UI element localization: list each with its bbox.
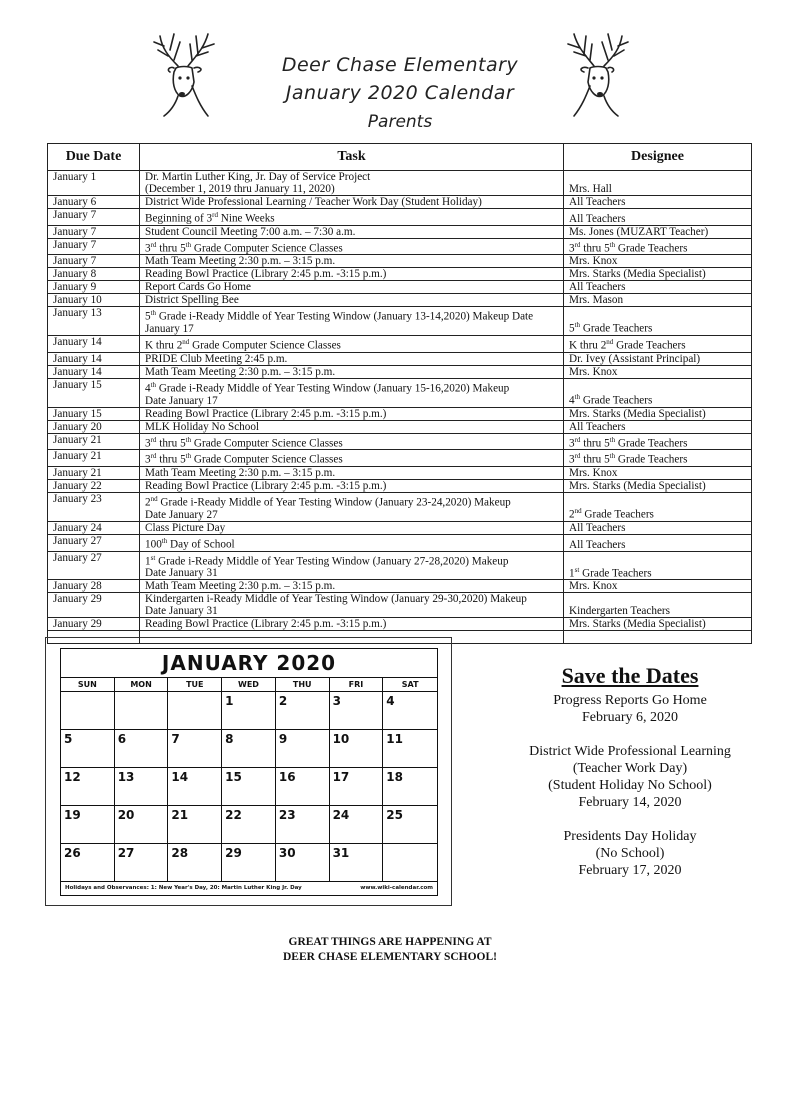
table-row xyxy=(48,378,752,407)
calendar-day: 16 xyxy=(276,767,330,805)
due-date-cell: January 29 xyxy=(48,593,140,618)
designee-cell: 3rd thru 5th Grade Teachers xyxy=(564,238,752,255)
weekday-header: FRI xyxy=(330,677,384,691)
task-cell xyxy=(140,196,564,209)
footer-line-2: DEER CHASE ELEMENTARY SCHOOL! xyxy=(283,951,497,963)
designee-cell: 3rd thru 5th Grade Teachers xyxy=(564,433,752,450)
table-row xyxy=(48,618,752,631)
month-calendar-title: JANUARY 2020 xyxy=(161,651,337,675)
task-text: District Spelling Bee xyxy=(145,294,239,307)
task-cell xyxy=(140,618,564,631)
designee-cell: Mrs. Starks (Media Specialist) xyxy=(564,618,752,631)
calendar-day: 15 xyxy=(222,767,276,805)
task-text: 3rd thru 5th Grade Computer Science Classes xyxy=(145,435,343,450)
calendar-day: 12 xyxy=(61,767,115,805)
save-date-line: Presidents Day Holiday xyxy=(563,829,697,844)
task-text-continued: Date January 31 xyxy=(145,567,218,580)
task-text: 4th Grade i-Ready Middle of Year Testing Window (January 15-16,2020) Makeup xyxy=(145,380,510,395)
task-cell xyxy=(140,365,564,378)
task-cell xyxy=(140,534,564,551)
table-row xyxy=(48,467,752,480)
task-text-continued: Date January 17 xyxy=(145,394,218,407)
calendar-day: 30 xyxy=(276,843,330,881)
due-date-cell: January 23 xyxy=(48,493,140,522)
task-cell xyxy=(140,420,564,433)
table-row xyxy=(48,255,752,268)
task-text: PRIDE Club Meeting 2:45 p.m. xyxy=(145,352,288,365)
table-row xyxy=(48,294,752,307)
due-date-cell: January 22 xyxy=(48,480,140,493)
table-row xyxy=(48,352,752,365)
designee-cell: All Teachers xyxy=(564,420,752,433)
task-text: Reading Bowl Practice (Library 2:45 p.m. -3:15 p.m.) xyxy=(145,480,387,493)
calendar-source: www.wiki-calendar.com xyxy=(360,885,433,891)
designee-cell: Kindergarten Teachers xyxy=(564,593,752,618)
task-cell xyxy=(140,433,564,450)
designee-cell: Mrs. Starks (Media Specialist) xyxy=(564,407,752,420)
tasks-table xyxy=(47,143,752,644)
task-cell xyxy=(140,336,564,353)
month-calendar-grid xyxy=(61,677,437,881)
table-row xyxy=(48,268,752,281)
task-cell xyxy=(140,255,564,268)
save-date-line: District Wide Professional Learning xyxy=(529,744,731,759)
calendar-day xyxy=(383,843,437,881)
task-text: 1st Grade i-Ready Middle of Year Testing Window (January 27-28,2020) Makeup xyxy=(145,553,509,568)
save-date-line: (Student Holiday No School) xyxy=(548,778,712,793)
due-date-cell: January 27 xyxy=(48,534,140,551)
save-the-dates xyxy=(500,664,760,896)
designee-cell: All Teachers xyxy=(564,196,752,209)
table-row xyxy=(48,196,752,209)
task-cell xyxy=(140,268,564,281)
calendar-day: 13 xyxy=(115,767,169,805)
task-cell xyxy=(140,551,564,580)
calendar-day: 8 xyxy=(222,729,276,767)
calendar-day: 14 xyxy=(168,767,222,805)
column-header-designee: Designee xyxy=(564,144,752,171)
designee-cell: 1st Grade Teachers xyxy=(564,551,752,580)
calendar-day xyxy=(61,691,115,729)
calendar-day: 27 xyxy=(115,843,169,881)
designee-cell: Mrs. Knox xyxy=(564,580,752,593)
designee-cell: Mrs. Knox xyxy=(564,467,752,480)
calendar-day: 26 xyxy=(61,843,115,881)
designee-cell: 2nd Grade Teachers xyxy=(564,493,752,522)
due-date-cell: January 14 xyxy=(48,365,140,378)
task-cell xyxy=(140,467,564,480)
due-date-cell: January 7 xyxy=(48,255,140,268)
month-calendar-box xyxy=(45,637,452,906)
designee-cell: Mrs. Mason xyxy=(564,294,752,307)
table-row xyxy=(48,209,752,226)
due-date-cell: January 8 xyxy=(48,268,140,281)
task-text: MLK Holiday No School xyxy=(145,420,260,433)
due-date-cell: January 13 xyxy=(48,307,140,336)
weekday-header: SAT xyxy=(383,677,437,691)
calendar-day xyxy=(115,691,169,729)
due-date-cell: January 21 xyxy=(48,433,140,450)
calendar-day: 2 xyxy=(276,691,330,729)
column-header-due-date: Due Date xyxy=(48,144,140,171)
due-date-cell: January 7 xyxy=(48,225,140,238)
table-row xyxy=(48,420,752,433)
designee-cell: Mrs. Hall xyxy=(564,171,752,196)
designee-cell: Mrs. Starks (Media Specialist) xyxy=(564,480,752,493)
due-date-cell: January 7 xyxy=(48,209,140,226)
task-text: Student Council Meeting 7:00 a.m. – 7:30 a.m. xyxy=(145,225,356,238)
weekday-header: MON xyxy=(115,677,169,691)
due-date-cell: January 27 xyxy=(48,551,140,580)
save-the-dates-list xyxy=(500,692,760,879)
calendar-title: January 2020 Calendar xyxy=(285,82,515,104)
due-date-cell: January 15 xyxy=(48,378,140,407)
table-row xyxy=(48,580,752,593)
task-cell xyxy=(140,352,564,365)
task-text: Kindergarten i-Ready Middle of Year Testing Window (January 29-30,2020) Makeup xyxy=(145,593,527,606)
designee-cell: All Teachers xyxy=(564,209,752,226)
table-row xyxy=(48,450,752,467)
table-row xyxy=(48,307,752,336)
due-date-cell: January 20 xyxy=(48,420,140,433)
task-text: 5th Grade i-Ready Middle of Year Testing Window (January 13-14,2020) Makeup Date xyxy=(145,309,534,324)
designee-cell: Dr. Ivey (Assistant Principal) xyxy=(564,352,752,365)
holidays-note: Holidays and Observances: 1: New Year's Day, 20: Martin Luther King Jr. Day xyxy=(65,885,302,891)
due-date-cell: January 14 xyxy=(48,352,140,365)
save-date-line: (No School) xyxy=(595,846,665,861)
due-date-cell: January 9 xyxy=(48,281,140,294)
calendar-day: 4 xyxy=(383,691,437,729)
calendar-day: 25 xyxy=(383,805,437,843)
weekday-header: SUN xyxy=(61,677,115,691)
task-text: Reading Bowl Practice (Library 2:45 p.m. -3:15 p.m.) xyxy=(145,618,387,631)
table-row xyxy=(48,225,752,238)
due-date-cell: January 10 xyxy=(48,294,140,307)
month-calendar xyxy=(60,648,438,896)
calendar-day: 9 xyxy=(276,729,330,767)
calendar-day: 22 xyxy=(222,805,276,843)
task-cell xyxy=(140,209,564,226)
footer-line-1: GREAT THINGS ARE HAPPENING AT xyxy=(288,936,492,948)
table-row xyxy=(48,281,752,294)
task-cell xyxy=(140,225,564,238)
calendar-day: 7 xyxy=(168,729,222,767)
task-text: 100th Day of School xyxy=(145,536,235,551)
table-row xyxy=(48,336,752,353)
task-text: Reading Bowl Practice (Library 2:45 p.m. -3:15 p.m.) xyxy=(145,407,387,420)
designee-cell: All Teachers xyxy=(564,521,752,534)
task-text: 3rd thru 5th Grade Computer Science Classes xyxy=(145,240,343,255)
designee-cell: K thru 2nd Grade Teachers xyxy=(564,336,752,353)
page-header xyxy=(0,54,800,132)
task-cell xyxy=(140,593,564,618)
task-text: Dr. Martin Luther King, Jr. Day of Service Project xyxy=(145,171,371,183)
table-row xyxy=(48,238,752,255)
table-row xyxy=(48,365,752,378)
task-text-continued: Date January 31 xyxy=(145,605,218,618)
save-date-line: February 17, 2020 xyxy=(578,863,682,878)
task-cell xyxy=(140,407,564,420)
task-text: Math Team Meeting 2:30 p.m. – 3:15 p.m. xyxy=(145,365,336,378)
task-text-continued: January 17 xyxy=(145,323,194,336)
save-date-line: February 6, 2020 xyxy=(581,710,679,725)
due-date-cell: January 7 xyxy=(48,238,140,255)
calendar-day: 21 xyxy=(168,805,222,843)
due-date-cell: January 24 xyxy=(48,521,140,534)
table-row xyxy=(48,521,752,534)
task-cell xyxy=(140,521,564,534)
task-text: Math Team Meeting 2:30 p.m. – 3:15 p.m. xyxy=(145,580,336,593)
month-calendar-footer xyxy=(61,881,437,895)
empty-cell xyxy=(564,631,752,644)
task-cell xyxy=(140,307,564,336)
task-text: Math Team Meeting 2:30 p.m. – 3:15 p.m. xyxy=(145,467,336,480)
tasks-table-body xyxy=(48,171,752,644)
designee-cell: Mrs. Knox xyxy=(564,365,752,378)
table-row xyxy=(48,171,752,196)
calendar-day: 10 xyxy=(330,729,384,767)
weekday-header: TUE xyxy=(168,677,222,691)
designee-cell: 3rd thru 5th Grade Teachers xyxy=(564,450,752,467)
task-cell xyxy=(140,238,564,255)
audience-label: Parents xyxy=(367,112,433,132)
designee-cell: All Teachers xyxy=(564,534,752,551)
task-text: Reading Bowl Practice (Library 2:45 p.m. -3:15 p.m.) xyxy=(145,268,387,281)
table-row xyxy=(48,551,752,580)
task-cell xyxy=(140,378,564,407)
task-text: K thru 2nd Grade Computer Science Classes xyxy=(145,338,341,352)
due-date-cell: January 15 xyxy=(48,407,140,420)
save-date-line: February 14, 2020 xyxy=(578,795,682,810)
designee-cell: 5th Grade Teachers xyxy=(564,307,752,336)
calendar-day: 18 xyxy=(383,767,437,805)
table-row xyxy=(48,493,752,522)
table-header-row xyxy=(48,144,752,171)
calendar-day: 29 xyxy=(222,843,276,881)
designee-cell: Mrs. Starks (Media Specialist) xyxy=(564,268,752,281)
task-text-continued: (December 1, 2019 thru January 11, 2020) xyxy=(145,183,335,195)
task-text-continued: Date January 27 xyxy=(145,508,218,521)
calendar-day: 24 xyxy=(330,805,384,843)
weekday-header: WED xyxy=(222,677,276,691)
calendar-day: 17 xyxy=(330,767,384,805)
task-cell xyxy=(140,281,564,294)
calendar-day: 11 xyxy=(383,729,437,767)
save-date-line: (Teacher Work Day) xyxy=(572,761,688,776)
designee-cell: Ms. Jones (MUZART Teacher) xyxy=(564,225,752,238)
page-footer xyxy=(200,935,580,965)
table-row xyxy=(48,407,752,420)
calendar-day xyxy=(168,691,222,729)
due-date-cell: January 21 xyxy=(48,467,140,480)
task-cell xyxy=(140,171,564,196)
task-text: Report Cards Go Home xyxy=(145,281,251,294)
table-row xyxy=(48,534,752,551)
task-cell xyxy=(140,580,564,593)
calendar-day: 20 xyxy=(115,805,169,843)
table-row xyxy=(48,433,752,450)
save-the-dates-title: Save the Dates xyxy=(561,663,699,688)
due-date-cell: January 29 xyxy=(48,618,140,631)
task-cell xyxy=(140,480,564,493)
calendar-day: 19 xyxy=(61,805,115,843)
calendar-day: 31 xyxy=(330,843,384,881)
task-text: 2nd Grade i-Ready Middle of Year Testing Window (January 23-24,2020) Makeup xyxy=(145,495,511,509)
table-row xyxy=(48,480,752,493)
calendar-day: 23 xyxy=(276,805,330,843)
task-text: Math Team Meeting 2:30 p.m. – 3:15 p.m. xyxy=(145,255,336,268)
due-date-cell: January 21 xyxy=(48,450,140,467)
school-name: Deer Chase Elementary xyxy=(281,54,519,76)
table-row xyxy=(48,593,752,618)
task-text: Class Picture Day xyxy=(145,521,226,534)
designee-cell: All Teachers xyxy=(564,281,752,294)
task-text: 3rd thru 5th Grade Computer Science Classes xyxy=(145,452,343,467)
calendar-day: 5 xyxy=(61,729,115,767)
designee-cell: Mrs. Knox xyxy=(564,255,752,268)
task-cell xyxy=(140,493,564,522)
calendar-day: 3 xyxy=(330,691,384,729)
designee-cell: 4th Grade Teachers xyxy=(564,378,752,407)
calendar-day: 1 xyxy=(222,691,276,729)
task-text: Beginning of 3rd Nine Weeks xyxy=(145,211,275,225)
due-date-cell: January 1 xyxy=(48,171,140,196)
save-date-group xyxy=(500,743,760,811)
weekday-header: THU xyxy=(276,677,330,691)
calendar-day: 28 xyxy=(168,843,222,881)
due-date-cell: January 6 xyxy=(48,196,140,209)
save-date-group xyxy=(500,692,760,726)
save-date-group xyxy=(500,828,760,879)
column-header-task: Task xyxy=(140,144,564,171)
due-date-cell: January 14 xyxy=(48,336,140,353)
task-text: District Wide Professional Learning / Teacher Work Day (Student Holiday) xyxy=(145,196,482,208)
task-cell xyxy=(140,294,564,307)
save-date-line: Progress Reports Go Home xyxy=(553,693,707,708)
due-date-cell: January 28 xyxy=(48,580,140,593)
calendar-day: 6 xyxy=(115,729,169,767)
task-cell xyxy=(140,450,564,467)
